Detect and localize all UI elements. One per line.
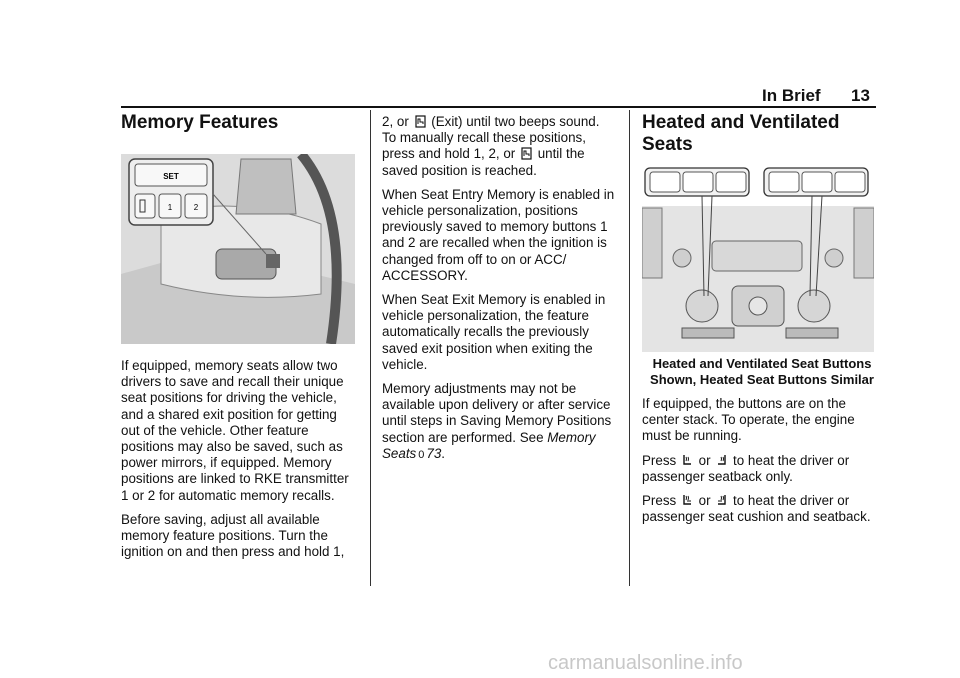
memory-button-2-label: 2 [193,203,199,212]
exit-button-paragraph: 2, or (Exit) until two beeps sound. To manually recall these positions, press and hold 1, 2, or until the saved position is reached. [382,114,600,178]
memory-saving-paragraph: Before saving, adjust all available memory feature positions. Turn the ignition on and then press and hold 1, [121,511,345,560]
column-divider [629,110,630,586]
heated-seat-cushion-icon [716,494,727,507]
memory-features-heading: Memory Features [121,112,279,133]
seat-entry-memory-paragraph: When Seat Entry Memory is enabled in vehicle personalization, positions previously saved to memory buttons 1 and 2 are recalled when the ignition is changed from off to on or ACC/ ACCESSORY. [382,186,615,283]
memory-adjustments-paragraph: Memory adjustments may not be available upon delivery or after service until steps in Saving Memory Positions section are performed. See Memory Seats 0 73. [382,381,612,461]
exit-seat-icon [415,115,426,128]
heated-ventilated-seats-heading: Heated and Ventilated Seats [642,112,840,155]
heated-seatback-icon [682,454,693,467]
middle-column [382,108,616,471]
memory-intro-paragraph: If equipped, memory seats allow two drivers to save and recall their unique seat positions for driving the vehicle, and a shared exit position for getting out of the vehicle. Other feature positions may also be saved, such as power mirrors, if equipped. Memory positions are linked to RKE transmitter 1 or 2 for automatic memory recalls. [121,358,349,503]
memory-seat-buttons-figure [121,154,355,344]
seat-exit-memory-paragraph: When Seat Exit Memory is enabled in vehicle personalization, the feature automatically recalls the previously saved exit position when exiting the vehicle. [382,292,606,372]
page-reference-arrow: 0 [418,448,425,461]
exit-seat-icon [521,147,532,160]
memory-button-1-label: 1 [167,203,173,212]
cushion-seatback-heat-paragraph: Press or to heat the driver or passenger seat cushion and seatback. [642,493,871,525]
right-column [642,108,882,533]
page-number: 13 [851,86,870,105]
left-column [121,108,357,568]
heated-seat-buttons-figure [642,166,874,352]
page-header [0,86,960,106]
memory-seats-link[interactable]: Memory Seats [382,429,596,461]
seatback-heat-paragraph: Press or to heat the driver or passenger seatback only. [642,452,850,484]
set-button-label: SET [163,172,179,181]
column-divider [370,110,371,586]
section-title: In Brief [762,86,821,105]
heated-seats-intro-paragraph: If equipped, the buttons are on the center stack. To operate, the engine must be running. [642,396,855,444]
heated-seatback-icon [716,454,727,467]
watermark: carmanualsonline.info [548,652,743,674]
figure-caption: Heated and Ventilated Seat Buttons Shown, Heated Seat Buttons Similar [650,356,874,387]
memory-seats-page-link[interactable]: 73 [426,445,442,461]
heated-seat-cushion-icon [682,494,693,507]
